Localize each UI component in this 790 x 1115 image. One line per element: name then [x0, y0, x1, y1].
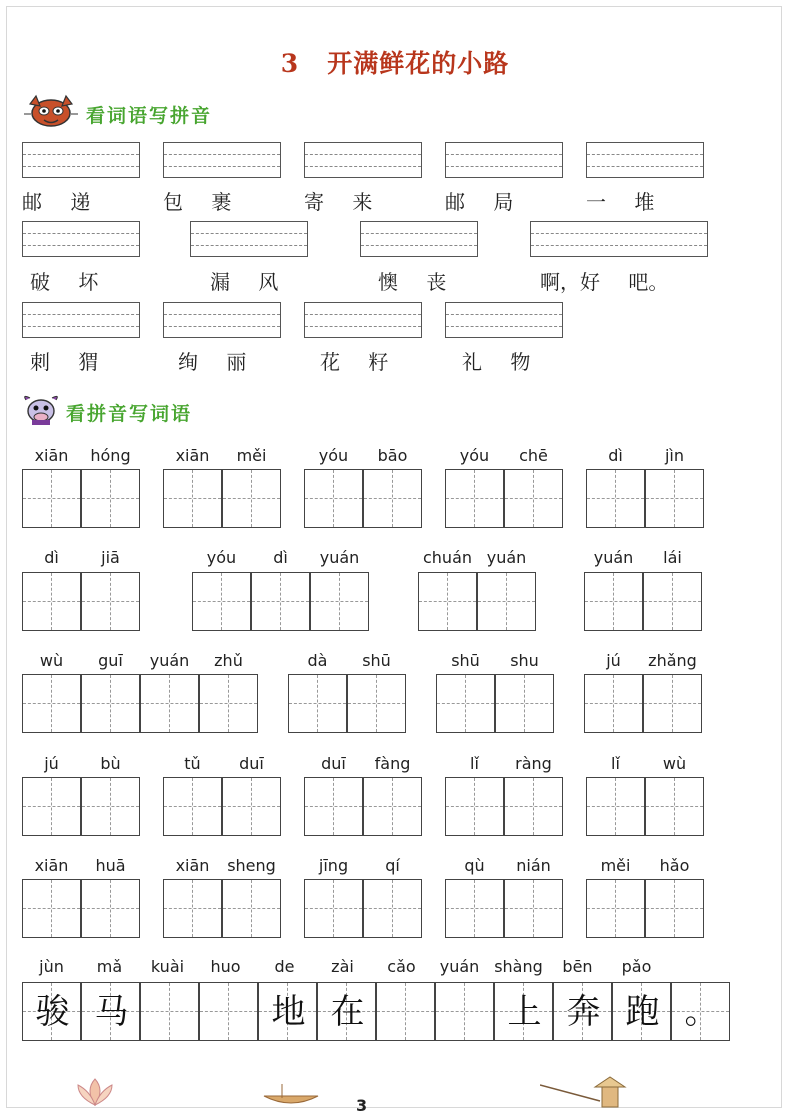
cell-guide-v [376, 675, 377, 732]
writing-cell[interactable] [645, 469, 704, 528]
cell-guide-v [169, 675, 170, 732]
fisherman-decoration-icon [540, 1075, 640, 1111]
writing-cell[interactable] [222, 469, 281, 528]
cell-guide-v [51, 573, 52, 630]
pinyin-label: chuán [422, 548, 473, 567]
pinyin-label: yóu [318, 446, 349, 465]
cell-guide-v [533, 880, 534, 937]
cell-guide-v [280, 573, 281, 630]
pinyin-guide-line [305, 154, 421, 155]
pinyin-guide-line [361, 245, 477, 246]
pinyin-label: hǎo [659, 856, 690, 875]
writing-cell[interactable] [81, 469, 140, 528]
writing-cell[interactable] [436, 674, 495, 733]
writing-cell[interactable] [363, 879, 422, 938]
pinyin-label: bāo [377, 446, 408, 465]
vocab-word: 礼 物 [462, 350, 531, 374]
pinyin-label: yuán [486, 548, 527, 567]
writing-cell[interactable] [445, 469, 504, 528]
pinyin-label: jiā [101, 548, 120, 567]
writing-cell[interactable] [304, 469, 363, 528]
cell-guide-v [392, 778, 393, 835]
writing-cell[interactable] [643, 572, 702, 631]
pinyin-answer-box[interactable] [586, 142, 704, 178]
writing-cell[interactable] [163, 777, 222, 836]
pinyin-guide-line [531, 233, 707, 234]
cell-guide-v [333, 880, 334, 937]
pinyin-guide-line [531, 245, 707, 246]
writing-cell[interactable] [222, 879, 281, 938]
writing-cell[interactable] [22, 572, 81, 631]
cell-guide-v [192, 880, 193, 937]
writing-cell[interactable] [81, 879, 140, 938]
cell-guide-v [333, 470, 334, 527]
vocab-word: 刺 猬 [30, 350, 99, 374]
pinyin-guide-line [164, 326, 280, 327]
cell-guide-v [333, 778, 334, 835]
pinyin-label: zhǔ [214, 651, 243, 670]
pinyin-guide-line [164, 166, 280, 167]
writing-cell[interactable] [445, 777, 504, 836]
cell-guide-v [474, 880, 475, 937]
pinyin-answer-box[interactable] [304, 142, 422, 178]
pinyin-guide-line [164, 314, 280, 315]
pinyin-label: qí [385, 856, 400, 875]
writing-cell[interactable] [586, 469, 645, 528]
mascot-cow-icon [20, 392, 62, 426]
section1-heading: 看词语写拼音 [86, 105, 213, 127]
pinyin-guide-line [446, 326, 562, 327]
writing-cell[interactable] [645, 777, 704, 836]
pinyin-guide-line [23, 245, 139, 246]
vocab-word: 邮 递 [22, 190, 91, 214]
lotus-decoration-icon [70, 1075, 120, 1111]
mascot-fox-icon [22, 94, 80, 130]
pinyin-label: měi [236, 446, 267, 465]
vocab-word: 啊，好 吧。 [540, 270, 669, 294]
cell-guide-v [251, 470, 252, 527]
writing-cell[interactable] [495, 674, 554, 733]
pinyin-label: xiān [34, 446, 69, 465]
cell-guide-v [317, 675, 318, 732]
sentence-pinyin-label: de [274, 957, 295, 976]
pinyin-label: jú [44, 754, 59, 773]
sentence-character: 骏 [35, 992, 70, 1032]
pinyin-label: yuán [149, 651, 190, 670]
writing-cell[interactable] [304, 777, 363, 836]
pinyin-label: dì [608, 446, 623, 465]
boat-decoration-icon [262, 1082, 320, 1108]
pinyin-label: dì [273, 548, 288, 567]
writing-cell[interactable] [645, 879, 704, 938]
pinyin-guide-line [23, 326, 139, 327]
cell-guide-v [672, 675, 673, 732]
cell-guide-v [192, 778, 193, 835]
cell-guide-v [192, 470, 193, 527]
pinyin-label: wù [662, 754, 687, 773]
sentence-pinyin-label: jùn [39, 957, 64, 976]
cell-guide-v [533, 470, 534, 527]
cell-guide-v [674, 778, 675, 835]
pinyin-label: yuán [593, 548, 634, 567]
pinyin-label: bù [100, 754, 121, 773]
pinyin-label: lái [663, 548, 682, 567]
sentence-character: 奔 [566, 992, 601, 1032]
vocab-word: 破 坏 [30, 270, 99, 294]
vocab-word: 绚 丽 [178, 350, 247, 374]
cell-guide-v [110, 675, 111, 732]
writing-cell[interactable] [504, 879, 563, 938]
pinyin-guide-line [191, 233, 307, 234]
writing-cell[interactable] [22, 469, 81, 528]
pinyin-label: xiān [175, 446, 210, 465]
pinyin-guide-line [164, 154, 280, 155]
pinyin-label: lǐ [611, 754, 620, 773]
writing-cell[interactable] [445, 879, 504, 938]
cell-guide-v [465, 675, 466, 732]
vocab-word: 漏 风 [210, 270, 279, 294]
sentence-pinyin-label: zài [331, 957, 354, 976]
pinyin-guide-line [587, 166, 703, 167]
pinyin-label: chē [519, 446, 548, 465]
cell-guide-v [51, 880, 52, 937]
pinyin-label: shū [362, 651, 391, 670]
cell-guide-v [615, 880, 616, 937]
cell-guide-v [533, 778, 534, 835]
sentence-cell[interactable] [376, 982, 435, 1041]
vocab-word: 花 籽 [320, 350, 389, 374]
pinyin-label: zhǎng [648, 651, 697, 670]
cell-guide-v [464, 983, 465, 1040]
writing-cell[interactable] [643, 674, 702, 733]
writing-cell[interactable] [586, 879, 645, 938]
writing-cell[interactable] [363, 469, 422, 528]
pinyin-answer-box[interactable] [360, 221, 478, 257]
pinyin-guide-line [446, 314, 562, 315]
cell-guide-v [51, 675, 52, 732]
writing-cell[interactable] [304, 879, 363, 938]
writing-cell[interactable] [586, 777, 645, 836]
pinyin-label: duī [321, 754, 346, 773]
sentence-cell[interactable] [494, 982, 553, 1041]
pinyin-answer-box[interactable] [445, 142, 563, 178]
pinyin-label: qù [464, 856, 485, 875]
pinyin-label: huā [95, 856, 126, 875]
pinyin-answer-box[interactable] [190, 221, 308, 257]
sentence-pinyin-label: cǎo [387, 957, 416, 976]
cell-guide-v [339, 573, 340, 630]
sentence-cell[interactable] [140, 982, 199, 1041]
writing-cell[interactable] [163, 469, 222, 528]
cell-guide-v [169, 983, 170, 1040]
pinyin-label: yuán [319, 548, 360, 567]
pinyin-guide-line [305, 314, 421, 315]
pinyin-label: tǔ [184, 754, 201, 773]
cell-guide-v [615, 778, 616, 835]
writing-cell[interactable] [81, 674, 140, 733]
sentence-character: 。 [684, 992, 719, 1032]
sentence-pinyin-label: bēn [562, 957, 593, 976]
pinyin-label: hóng [90, 446, 131, 465]
writing-cell[interactable] [222, 777, 281, 836]
cell-guide-v [51, 470, 52, 527]
pinyin-guide-line [23, 166, 139, 167]
pinyin-guide-line [446, 166, 562, 167]
sentence-character: 马 [94, 992, 129, 1032]
sentence-pinyin-label: shàng [494, 957, 543, 976]
cell-guide-v [672, 573, 673, 630]
writing-cell[interactable] [288, 674, 347, 733]
pinyin-label: dà [307, 651, 328, 670]
pinyin-label: jìn [664, 446, 685, 465]
pinyin-answer-box[interactable] [163, 142, 281, 178]
cell-guide-v [613, 675, 614, 732]
pinyin-label: shū [451, 651, 480, 670]
pinyin-guide-line [305, 326, 421, 327]
cell-guide-v [251, 880, 252, 937]
page-title [0, 44, 790, 80]
pinyin-answer-box[interactable] [163, 302, 281, 338]
cell-guide-v [51, 778, 52, 835]
writing-cell[interactable] [584, 572, 643, 631]
cell-guide-v [615, 470, 616, 527]
lesson-number: 3 [280, 49, 300, 78]
pinyin-label: fàng [374, 754, 411, 773]
cell-guide-v [110, 470, 111, 527]
cell-guide-v [674, 880, 675, 937]
cell-guide-v [228, 983, 229, 1040]
sentence-cell[interactable] [553, 982, 612, 1041]
pinyin-label: jú [606, 651, 621, 670]
pinyin-label: duī [239, 754, 264, 773]
pinyin-answer-box[interactable] [304, 302, 422, 338]
cell-guide-v [506, 573, 507, 630]
sentence-cell[interactable] [435, 982, 494, 1041]
pinyin-answer-box[interactable] [445, 302, 563, 338]
pinyin-guide-line [23, 314, 139, 315]
pinyin-guide-line [587, 154, 703, 155]
writing-cell[interactable] [504, 777, 563, 836]
pinyin-label: xiān [34, 856, 69, 875]
writing-cell[interactable] [310, 572, 369, 631]
pinyin-label: lǐ [470, 754, 479, 773]
cell-guide-v [447, 573, 448, 630]
pinyin-answer-box[interactable] [22, 302, 140, 338]
lesson-title: 开满鲜花的小路 [327, 49, 510, 78]
pinyin-label: jīng [318, 856, 349, 875]
pinyin-answer-box[interactable] [22, 221, 140, 257]
sentence-character: 在 [330, 992, 365, 1032]
pinyin-label: wù [39, 651, 64, 670]
pinyin-label: dì [44, 548, 59, 567]
pinyin-answer-box[interactable] [22, 142, 140, 178]
pinyin-guide-line [305, 166, 421, 167]
vocab-word: 包 裹 [163, 190, 232, 214]
writing-cell[interactable] [584, 674, 643, 733]
pinyin-guide-line [446, 154, 562, 155]
writing-cell[interactable] [22, 879, 81, 938]
sentence-pinyin-label: huo [210, 957, 241, 976]
pinyin-guide-line [361, 233, 477, 234]
pinyin-answer-box[interactable] [530, 221, 708, 257]
writing-cell[interactable] [504, 469, 563, 528]
cell-guide-v [405, 983, 406, 1040]
cell-guide-v [674, 470, 675, 527]
pinyin-label: nián [516, 856, 551, 875]
pinyin-label: ràng [515, 754, 552, 773]
section2-heading: 看拼音写词语 [66, 403, 193, 425]
writing-cell[interactable] [199, 674, 258, 733]
cell-guide-v [392, 470, 393, 527]
sentence-cell[interactable] [81, 982, 140, 1041]
pinyin-label: sheng [227, 856, 276, 875]
sentence-pinyin-label: mǎ [96, 957, 123, 976]
sentence-cell[interactable] [22, 982, 81, 1041]
cell-guide-v [221, 573, 222, 630]
pinyin-label: yóu [459, 446, 490, 465]
writing-cell[interactable] [418, 572, 477, 631]
pinyin-label: guī [98, 651, 123, 670]
sentence-cell[interactable] [612, 982, 671, 1041]
vocab-word: 邮 局 [445, 190, 514, 214]
pinyin-guide-line [191, 245, 307, 246]
cell-guide-v [228, 675, 229, 732]
pinyin-label: yóu [206, 548, 237, 567]
cell-guide-v [524, 675, 525, 732]
pinyin-label: shu [510, 651, 539, 670]
writing-cell[interactable] [477, 572, 536, 631]
cell-guide-v [110, 778, 111, 835]
sentence-character: 地 [271, 992, 306, 1032]
cell-guide-v [474, 778, 475, 835]
vocab-word: 寄 来 [304, 190, 373, 214]
cell-guide-v [392, 880, 393, 937]
writing-cell[interactable] [192, 572, 251, 631]
sentence-character: 上 [507, 992, 542, 1032]
vocab-word: 懊 丧 [378, 270, 447, 294]
cell-guide-v [110, 573, 111, 630]
writing-cell[interactable] [81, 572, 140, 631]
cell-guide-v [110, 880, 111, 937]
sentence-cell[interactable] [199, 982, 258, 1041]
writing-cell[interactable] [22, 674, 81, 733]
writing-cell[interactable] [140, 674, 199, 733]
pinyin-guide-line [23, 154, 139, 155]
sentence-cell[interactable] [671, 982, 730, 1041]
cell-guide-v [613, 573, 614, 630]
sentence-cell[interactable] [317, 982, 376, 1041]
cell-guide-v [251, 778, 252, 835]
sentence-pinyin-label: pǎo [621, 957, 652, 976]
page-number: 3 [356, 1096, 368, 1115]
sentence-cell[interactable] [258, 982, 317, 1041]
sentence-character: 跑 [625, 992, 660, 1032]
writing-cell[interactable] [22, 777, 81, 836]
pinyin-label: měi [600, 856, 631, 875]
cell-guide-v [474, 470, 475, 527]
writing-cell[interactable] [163, 879, 222, 938]
sentence-pinyin-label: kuài [150, 957, 185, 976]
writing-cell[interactable] [347, 674, 406, 733]
sentence-pinyin-label: yuán [439, 957, 480, 976]
vocab-word: 一 堆 [586, 190, 655, 214]
writing-cell[interactable] [251, 572, 310, 631]
pinyin-guide-line [23, 233, 139, 234]
writing-cell[interactable] [363, 777, 422, 836]
pinyin-label: xiān [175, 856, 210, 875]
writing-cell[interactable] [81, 777, 140, 836]
